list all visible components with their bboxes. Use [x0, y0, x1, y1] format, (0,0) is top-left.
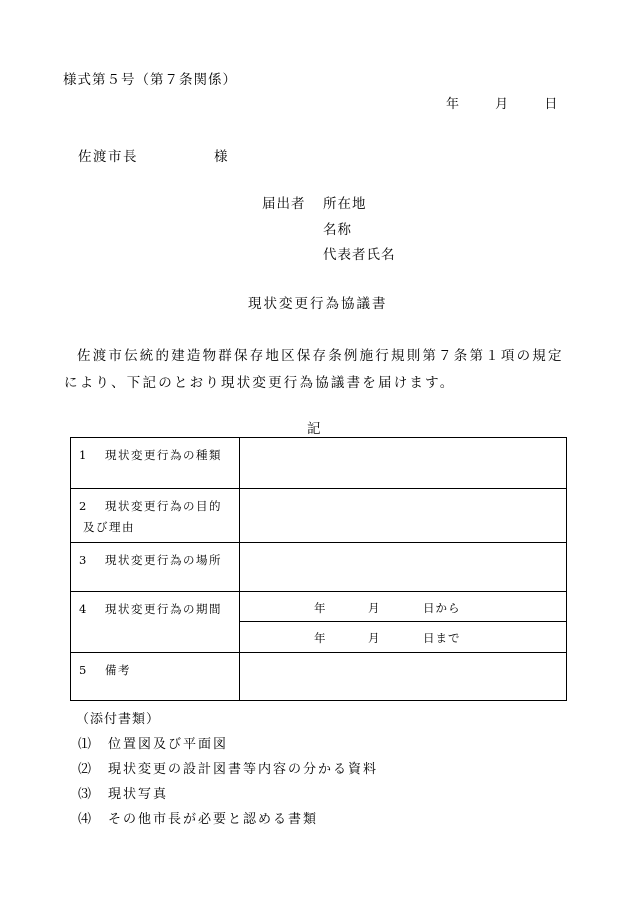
- attachment-item: [78, 808, 318, 827]
- period-end-year: 年: [314, 631, 327, 645]
- row-label: [71, 489, 240, 543]
- table-row: [71, 438, 567, 489]
- attachment-number: ⑴: [78, 737, 92, 752]
- body-text: 佐渡市伝統的建造物群保存地区保存条例施行規則第７条第１項の規定により、下記のとおり現状変更行為協議書を届けます。: [64, 348, 564, 391]
- date-year: 年: [446, 97, 460, 112]
- date-day: 日: [544, 97, 558, 112]
- remarks-field[interactable]: [240, 653, 567, 701]
- period-end-field[interactable]: [240, 622, 567, 653]
- row-label: [71, 543, 240, 592]
- period-end-month: 月: [368, 631, 381, 645]
- row-number: 4: [79, 602, 87, 616]
- attachment-item: [78, 758, 378, 777]
- attachment-number: ⑷: [78, 812, 92, 827]
- row-label-text: 現状変更行為の期間: [105, 602, 222, 616]
- attachment-number: ⑶: [78, 787, 92, 802]
- attachment-number: ⑵: [78, 762, 92, 777]
- row-number: 5: [79, 663, 87, 677]
- row-number: 3: [79, 553, 87, 567]
- row-label: [71, 653, 240, 701]
- attachment-item: [78, 783, 168, 802]
- applicant-name-label: 名称: [323, 222, 352, 238]
- attachment-item: [78, 733, 228, 752]
- attachment-text: 現状写真: [108, 787, 169, 802]
- attachments-heading: （添付書類）: [76, 712, 161, 727]
- row-label-text: 現状変更行為の場所: [105, 553, 222, 567]
- attachment-text: その他市長が必要と認める書類: [108, 812, 319, 827]
- period-start-year: 年: [314, 601, 327, 615]
- addressee-name: 佐渡市長: [78, 149, 138, 165]
- addressee-honorific: 様: [214, 149, 229, 165]
- row-label-text: 現状変更行為の目的: [105, 499, 222, 513]
- attachment-text: 位置図及び平面図: [108, 737, 229, 752]
- row-label-text: 現状変更行為の種類: [105, 448, 222, 462]
- attachment-text: 現状変更の設計図書等内容の分かる資料: [108, 762, 379, 777]
- location-field[interactable]: [240, 543, 567, 592]
- row-number: 2: [79, 499, 87, 513]
- row-label-continued: 及び理由: [83, 520, 135, 534]
- table-row: [71, 653, 567, 701]
- document-title: 現状変更行為協議書: [248, 296, 388, 312]
- period-end-day: 日まで: [423, 631, 461, 645]
- type-field[interactable]: [240, 438, 567, 489]
- ki-heading: 記: [307, 421, 321, 437]
- applicant-representative-label: 代表者氏名: [323, 247, 396, 263]
- table-row: [71, 592, 567, 622]
- form-number: 様式第５号（第７条関係）: [63, 72, 237, 88]
- period-start-month: 月: [368, 601, 381, 615]
- row-label-text: 備考: [105, 663, 131, 677]
- row-number: 1: [79, 448, 87, 462]
- period-start-field[interactable]: [240, 592, 567, 622]
- date-month: 月: [495, 97, 509, 112]
- table-row: [71, 489, 567, 543]
- table-row: [71, 543, 567, 592]
- applicant-label: 届出者: [262, 196, 306, 212]
- purpose-field[interactable]: [240, 489, 567, 543]
- row-label: [71, 592, 240, 653]
- date-line: [446, 93, 557, 112]
- period-start-day: 日から: [423, 601, 461, 615]
- applicant-address-label: 所在地: [323, 196, 367, 212]
- details-table: [70, 437, 567, 701]
- addressee: [78, 145, 229, 165]
- row-label: [71, 438, 240, 489]
